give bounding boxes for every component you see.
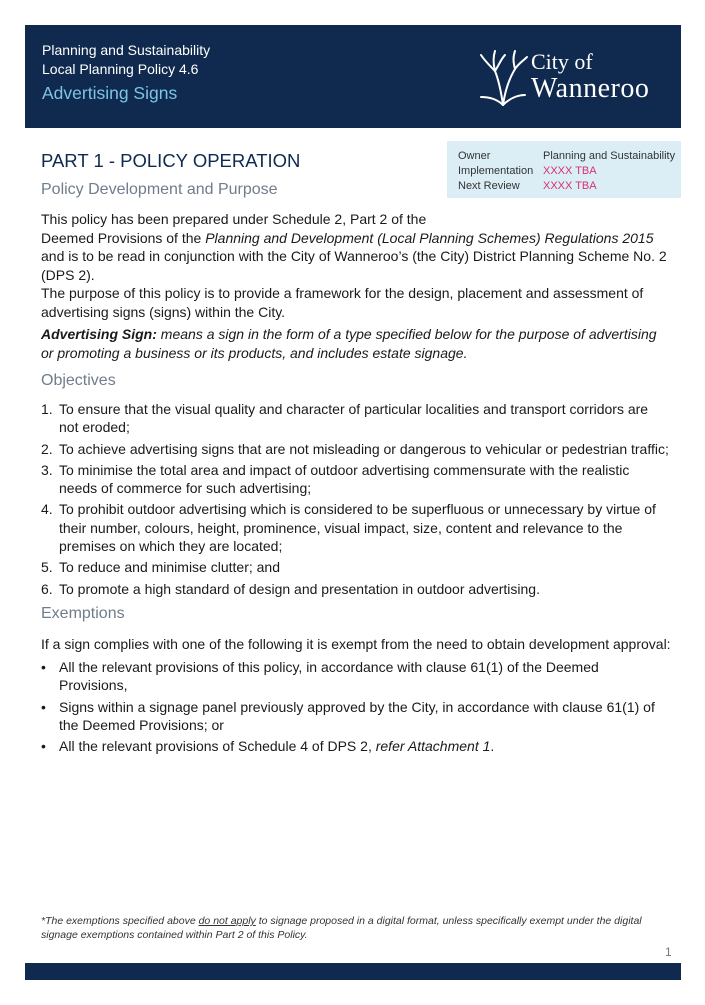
list-text: To ensure that the visual quality and character of particular localities and transport corridors are not eroded; — [59, 401, 649, 436]
city-logo — [477, 47, 672, 107]
purpose-paragraph-2: The purpose of this policy is to provide a framework for the design, placement and assessment of advertising signs (signs) within the City. — [41, 285, 644, 320]
list-item — [41, 580, 671, 598]
text-run: This policy has been prepared under Schedule 2, Part 2 of the — [41, 211, 427, 227]
logo-text-wanneroo: Wanneroo — [531, 73, 650, 104]
list-item — [41, 440, 671, 458]
heading-policy-development: Policy Development and Purpose — [41, 181, 278, 198]
list-number: 6. — [41, 580, 53, 597]
list-number: 3. — [41, 461, 53, 478]
list-item — [41, 698, 671, 735]
meta-row-owner — [458, 150, 680, 165]
meta-row-next-review — [458, 180, 680, 195]
meta-label: Implementation — [458, 165, 534, 177]
purpose-paragraph-1 — [41, 210, 671, 284]
list-text: To minimise the total area and impact of outdoor advertising commensurate with the realistic needs of commerce for such advertising; — [59, 461, 630, 497]
list-number: 5. — [41, 559, 53, 576]
exemptions-intro: If a sign complies with one of the following it is exempt from the need to obtain development approval: — [41, 636, 671, 652]
policy-meta-box — [447, 141, 681, 198]
list-text: All the relevant provisions of Schedule 4 of DPS 2, — [59, 738, 376, 755]
attachment-reference: refer Attachment 1 — [375, 738, 491, 755]
definition-paragraph — [41, 325, 671, 362]
exemptions-list — [41, 658, 671, 755]
list-text: To promote a high standard of design and presentation in outdoor advertising. — [59, 580, 540, 597]
meta-label: Next Review — [458, 180, 520, 192]
list-text: To prohibit outdoor advertising which is considered to be superfluous or unnecessary by virtue of their number, colours, height, prominence, visual impact, size, content and relevance to the premises on which they are located; — [59, 501, 656, 555]
objectives-list — [41, 400, 671, 598]
footnote-emphasis: do not apply — [198, 915, 256, 927]
page-number: 1 — [665, 945, 672, 959]
heading-exemptions: Exemptions — [41, 605, 125, 622]
list-text: Signs within a signage panel previously approved by the City, in accordance with clause 61(1) of the Deemed Provisions; or — [59, 698, 655, 733]
header-policy-title: Advertising Signs — [42, 83, 178, 103]
footnote — [41, 914, 681, 942]
text-run: *The exemptions specified above — [41, 915, 199, 927]
page-title: PART 1 - POLICY OPERATION — [41, 150, 301, 171]
list-item — [41, 658, 671, 695]
list-item — [41, 737, 671, 755]
regulations-title: Planning and Development (Local Planning Schemes) Regulations 2015 — [205, 229, 654, 246]
bullet-icon: • — [41, 698, 46, 715]
list-item — [41, 400, 671, 437]
list-text: . — [490, 738, 495, 755]
list-number: 4. — [41, 501, 53, 518]
meta-label: Owner — [458, 150, 491, 162]
heading-objectives: Objectives — [41, 372, 116, 389]
logo-text-city-of: City of — [531, 49, 593, 74]
meta-row-implementation — [458, 165, 680, 180]
list-item — [41, 558, 671, 576]
bullet-icon: • — [41, 738, 46, 755]
text-run: and is to be read in conjunction with the City of Wanneroo’s (the City) District Planning Scheme No. 2 (DPS 2). — [41, 248, 667, 283]
text-run: Deemed Provisions of the — [41, 229, 206, 246]
list-item — [41, 500, 671, 555]
text-run: to signage proposed in a digital format, unless specifically exempt under the digital signage exemptions contained within Part 2 of this Policy. — [41, 915, 642, 941]
header-policy-number: Local Planning Policy 4.6 — [42, 61, 199, 77]
list-number: 2. — [41, 440, 53, 457]
list-item — [41, 461, 671, 498]
bullet-icon: • — [41, 659, 46, 675]
page-header — [25, 25, 681, 128]
footer-bar — [25, 963, 681, 980]
kangaroo-paw-logo-icon — [477, 47, 529, 107]
list-number: 1. — [41, 401, 53, 417]
definition-term: Advertising Sign: — [41, 326, 157, 342]
list-text: All the relevant provisions of this policy, in accordance with clause 61(1) of the Deemed Provisions, — [59, 659, 599, 694]
list-text: To reduce and minimise clutter; and — [59, 559, 280, 576]
meta-value: XXXX TBA — [543, 165, 597, 177]
meta-value: XXXX TBA — [543, 180, 597, 192]
definition-text: means a sign in the form of a type specified below for the purpose of advertising or promoting a business or its products, and includes estate signage. — [41, 326, 657, 361]
header-department: Planning and Sustainability — [42, 42, 211, 58]
meta-value: Planning and Sustainability — [543, 150, 676, 162]
list-text: To achieve advertising signs that are not misleading or dangerous to vehicular or pedestrian traffic; — [59, 440, 669, 457]
